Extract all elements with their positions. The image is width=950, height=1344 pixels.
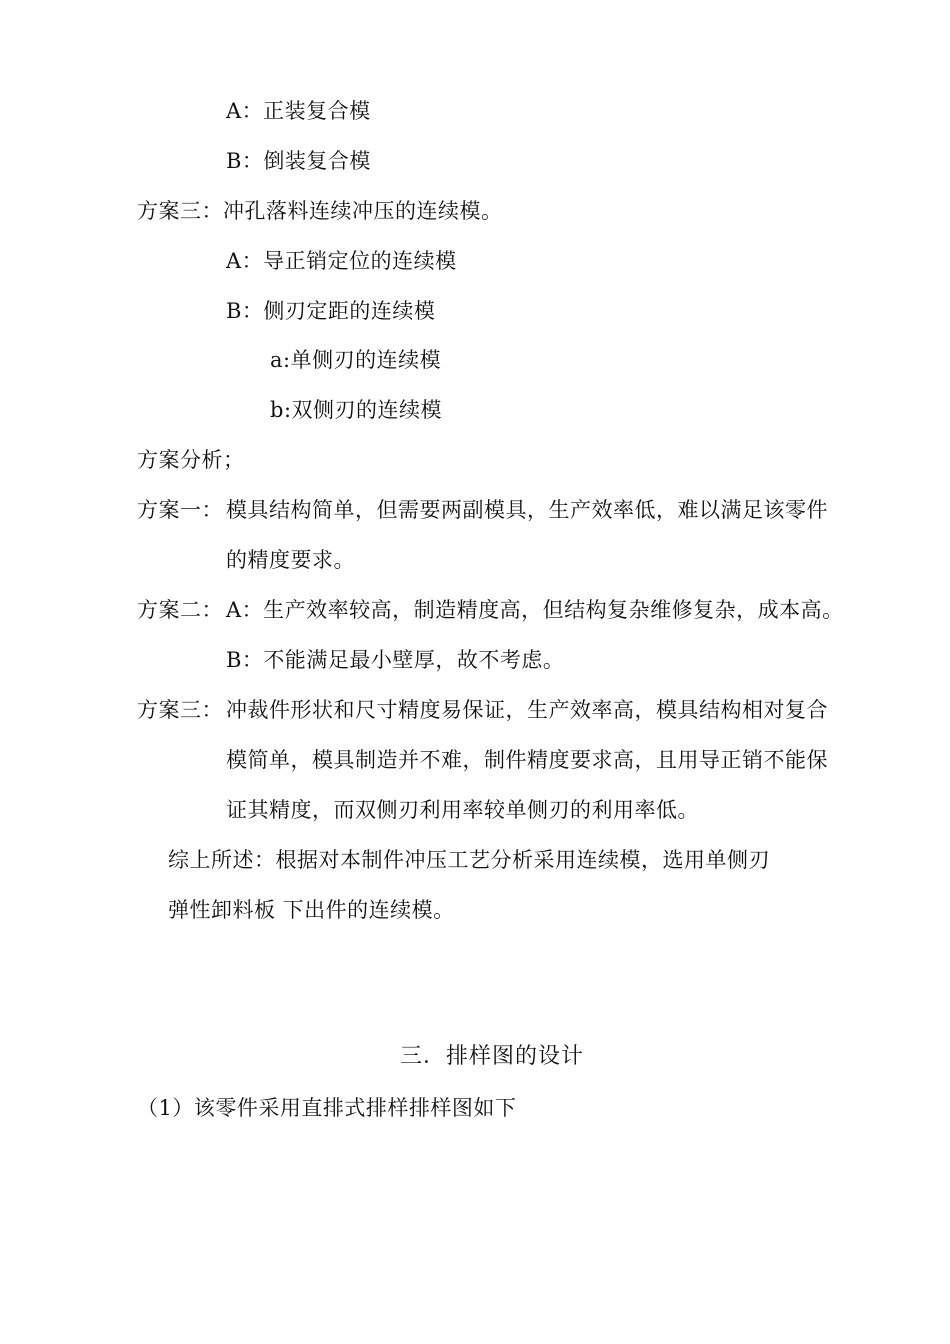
plan-three-heading: 方案三：冲孔落料连续冲压的连续模。 bbox=[137, 199, 503, 223]
analysis-plan-three-label: 方案三： bbox=[137, 698, 223, 722]
option-3b-b-text: b:双侧刃的连续模 bbox=[270, 398, 443, 422]
option-3b-text: B：侧刃定距的连续模 bbox=[226, 299, 436, 323]
option-3b-a-text: a:单侧刃的连续模 bbox=[270, 348, 442, 372]
section-item-1: （1）该零件采用直排式排样排样图如下 bbox=[137, 1096, 517, 1120]
analysis-plan-one-label: 方案一： bbox=[137, 498, 223, 522]
section-title: 三．排样图的设计 bbox=[400, 1044, 585, 1069]
option-2b-text: B：倒装复合模 bbox=[226, 149, 371, 173]
option-2a-text: A：正装复合模 bbox=[226, 99, 371, 123]
conclusion-text-cont: 弹性卸料板 下出件的连续模。 bbox=[168, 898, 455, 922]
analysis-plan-one-text: 模具结构简单，但需要两副模具，生产效率低，难以满足该零件 bbox=[226, 498, 828, 522]
analysis-plan-one-text-cont: 的精度要求。 bbox=[226, 548, 355, 572]
analysis-plan-two-text: A：生产效率较高，制造精度高，但结构复杂维修复杂，成本高。 bbox=[226, 598, 844, 622]
plan-analysis-heading: 方案分析； bbox=[137, 448, 245, 472]
analysis-plan-two-label: 方案二： bbox=[137, 598, 223, 622]
analysis-plan-three-text: 冲裁件形状和尺寸精度易保证，生产效率高，模具结构相对复合 bbox=[226, 698, 828, 722]
analysis-plan-three-text-cont2: 证其精度，而双侧刃利用率较单侧刃的利用率低。 bbox=[226, 798, 699, 822]
analysis-plan-three-text-cont1: 模简单，模具制造并不难，制件精度要求高，且用导正销不能保 bbox=[226, 748, 828, 772]
analysis-plan-two-b-text: B：不能满足最小壁厚，故不考虑。 bbox=[226, 648, 565, 672]
option-3a-text: A：导正销定位的连续模 bbox=[226, 249, 457, 273]
conclusion-text: 综上所述：根据对本制件冲压工艺分析采用连续模，选用单侧刃 bbox=[168, 848, 770, 872]
